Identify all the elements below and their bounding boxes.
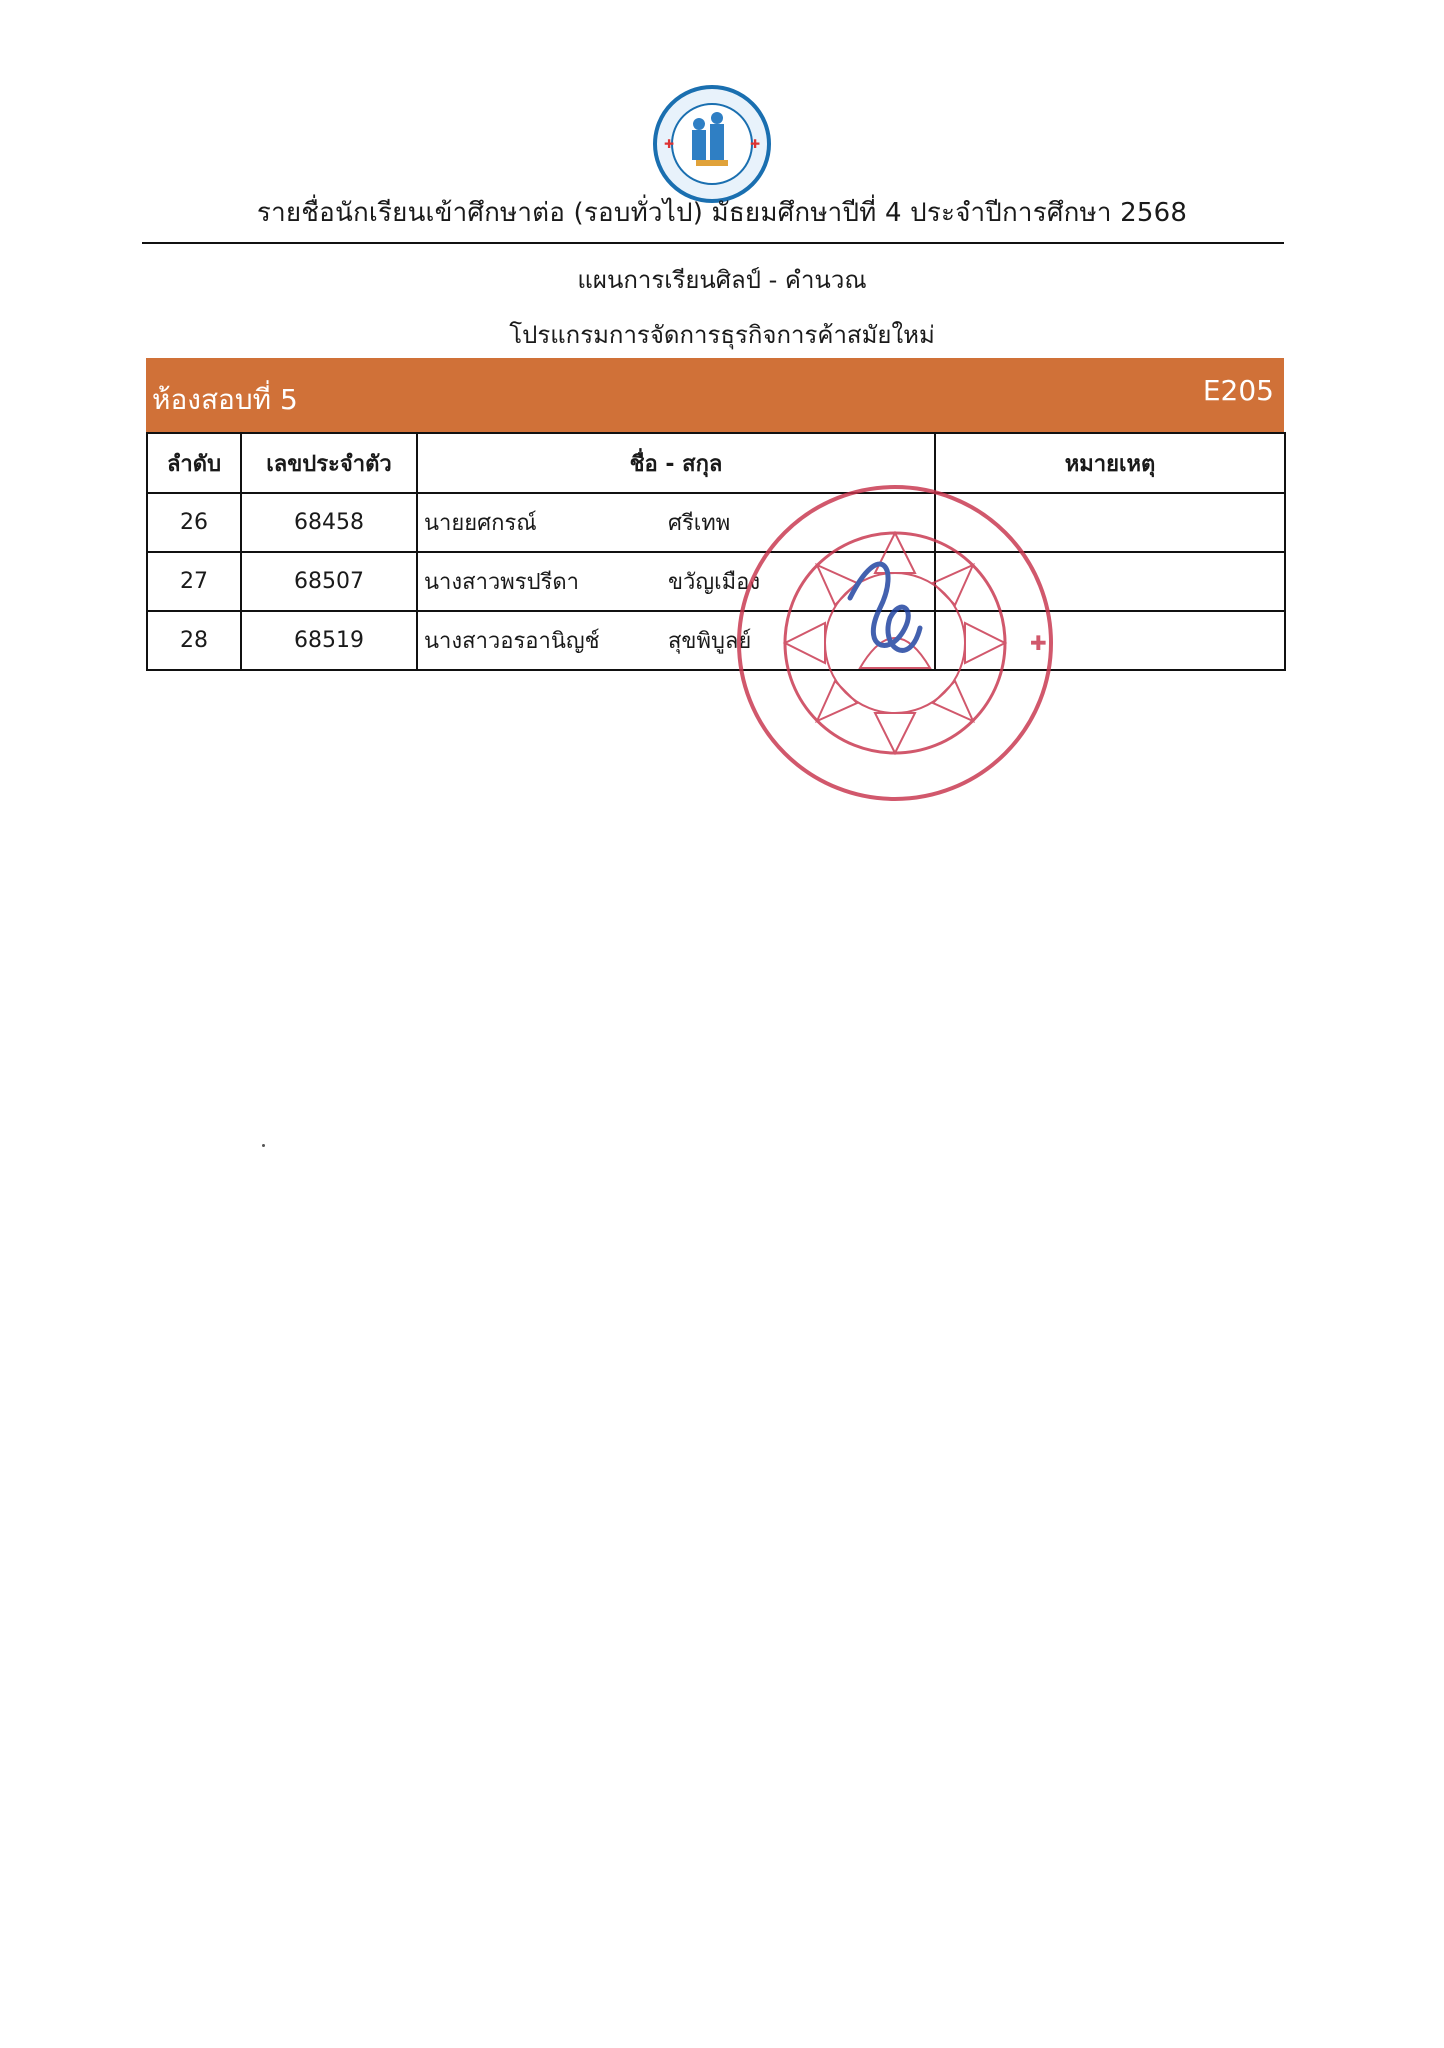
col-header-id: เลขประจำตัว — [241, 433, 417, 493]
title-divider — [142, 242, 1284, 244]
page-title: รายชื่อนักเรียนเข้าศึกษาต่อ (รอบทั่วไป) มัธยมศึกษาปีที่ 4 ประจำปีการศึกษา 2568 — [256, 198, 1188, 228]
row-last-name: ขวัญเมือง — [668, 570, 761, 595]
svg-text:✚: ✚ — [1030, 631, 1047, 655]
study-plan: แผนการเรียนศิลป์ - คำนวณ — [577, 266, 867, 294]
row-first-name: นายยศกรณ์ — [424, 511, 537, 536]
row-order: 28 — [147, 611, 241, 670]
row-student-id: 68519 — [241, 611, 417, 670]
col-header-order: ลำดับ — [147, 433, 241, 493]
row-last-name: สุขพิบูลย์ — [668, 629, 752, 654]
official-seal-icon — [730, 478, 1060, 808]
col-header-name: ชื่อ - สกุล — [417, 433, 935, 493]
row-first-name: นางสาวอรอานิญช์ — [424, 629, 600, 654]
table-row — [147, 611, 1285, 670]
exam-room-name: ห้องสอบที่ 5 — [152, 383, 298, 416]
table-row — [147, 493, 1285, 552]
row-order: 26 — [147, 493, 241, 552]
row-order: 27 — [147, 552, 241, 611]
scan-speck — [262, 1144, 265, 1147]
row-student-id: 68507 — [241, 552, 417, 611]
svg-text:✚: ✚ — [664, 137, 675, 151]
study-program: โปรแกรมการจัดการธุรกิจการค้าสมัยใหม่ — [509, 321, 935, 349]
table-row — [147, 552, 1285, 611]
student-table — [146, 432, 1286, 671]
exam-room-bar — [146, 358, 1284, 432]
col-header-note: หมายเหตุ — [935, 433, 1285, 493]
table-header-row — [147, 433, 1285, 493]
row-last-name: ศรีเทพ — [668, 511, 731, 536]
school-logo-icon — [652, 84, 772, 204]
svg-text:✚: ✚ — [750, 137, 761, 151]
exam-room-code: E205 — [1202, 374, 1274, 407]
row-first-name: นางสาวพรปรีดา — [424, 570, 580, 595]
row-student-id: 68458 — [241, 493, 417, 552]
